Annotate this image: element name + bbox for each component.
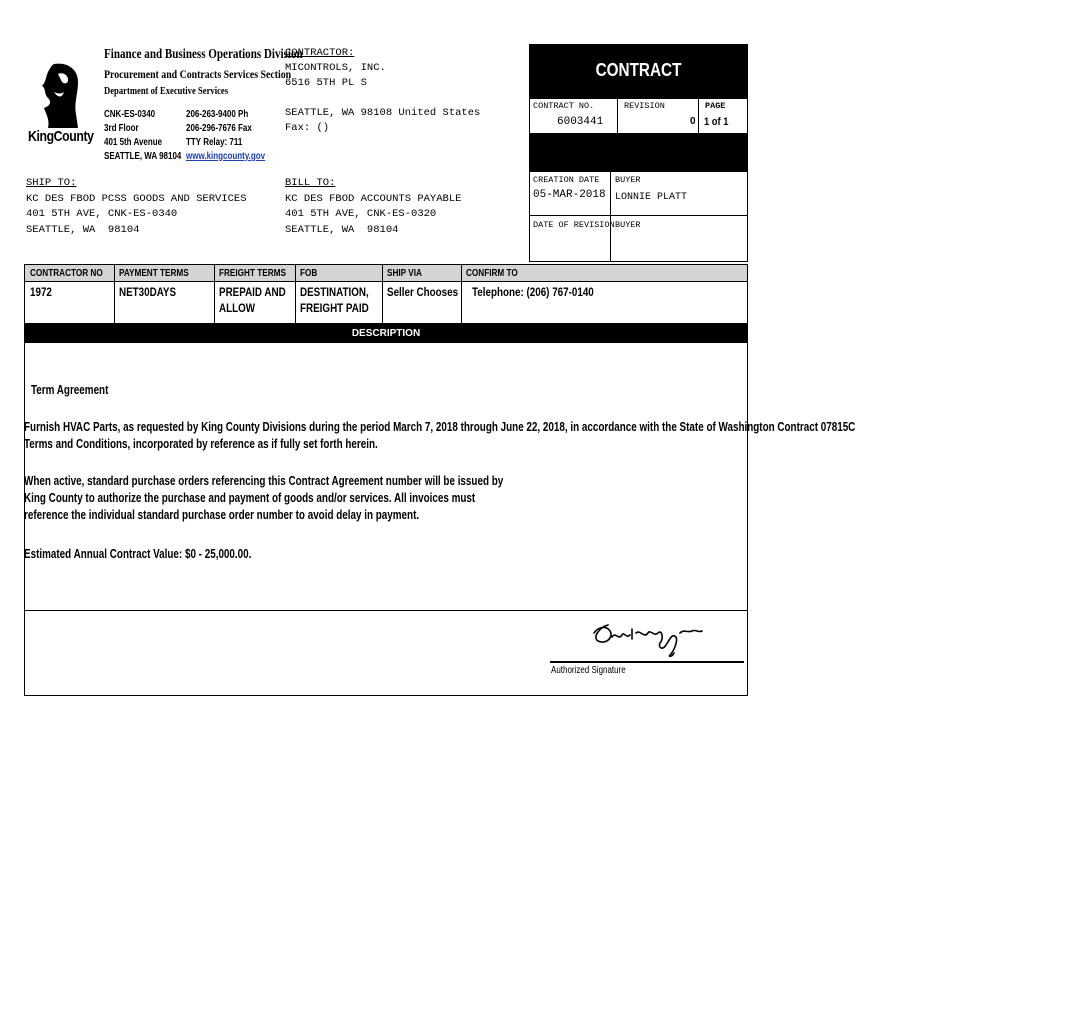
paragraph-line: King County to authorize the purchase and payment of goods and/or services. All invoices must [24, 491, 476, 505]
contractor-no-value: 1972 [30, 285, 52, 299]
contractor-block [285, 46, 480, 136]
divider [610, 171, 611, 262]
description-paragraph [24, 419, 1076, 453]
phone-number: 206-263-9400 Ph [186, 109, 249, 120]
divider [617, 98, 618, 133]
contract-no: 6003441 [557, 116, 604, 128]
divider [461, 265, 462, 323]
contract-black-band [530, 133, 747, 171]
page-label: PAGE [705, 101, 726, 111]
estimated-value: Estimated Annual Contract Value: $0 - 25,000.00. [24, 547, 252, 561]
contractor-city: SEATTLE, WA 98108 United States [285, 107, 481, 119]
paragraph-line: Terms and Conditions, incorporated by reference as if fully set forth herein. [24, 437, 378, 451]
ship-to-line: 401 5TH AVE, CNK-ES-0340 [26, 208, 178, 220]
paragraph-line: reference the individual standard purchase order number to avoid delay in payment. [24, 508, 420, 522]
divider [295, 265, 296, 323]
address-line: 3rd Floor [104, 123, 139, 134]
bill-to-label: BILL TO: [285, 177, 336, 189]
king-county-logo-icon [40, 62, 80, 128]
description-title: DESCRIPTION [351, 328, 421, 339]
divider [382, 265, 383, 323]
contract-title: CONTRACT [595, 60, 682, 80]
contractor-street: 6516 5TH PL S [285, 77, 367, 89]
tty-relay: TTY Relay: 711 [186, 137, 243, 148]
date-of-revision-label: DATE OF REVISION [533, 220, 615, 230]
address-line: SEATTLE, WA 98104 [104, 151, 182, 162]
divider [530, 98, 747, 99]
page-count: 1 of 1 [704, 116, 729, 128]
bill-to-line: KC DES FBOD ACCOUNTS PAYABLE [285, 192, 462, 205]
king-county-logo [40, 62, 80, 128]
paragraph-line: When active, standard purchase orders referencing this Contract Agreement number will be issued by [24, 474, 504, 488]
buyer-label: BUYER [615, 175, 641, 185]
signature-icon [588, 615, 708, 661]
fob-value: DESTINATION, FREIGHT PAID [300, 285, 369, 315]
ship-to-line: SEATTLE, WA 98104 [26, 223, 140, 236]
divider [114, 265, 115, 323]
column-header: PAYMENT TERMS [119, 268, 189, 279]
ship-via-value: Seller Chooses [387, 285, 459, 299]
county-name: KingCounty [28, 128, 94, 145]
divider [25, 610, 747, 611]
fax-number: 206-296-7676 Fax [186, 123, 252, 134]
divider [530, 171, 747, 172]
section-title: Procurement and Contracts Services Section [104, 67, 292, 81]
description-paragraph [24, 473, 631, 524]
office-contact [186, 108, 285, 164]
buyer-label: BUYER [615, 220, 641, 230]
bill-to-block [285, 176, 461, 238]
department-title: Department of Executive Services [104, 86, 229, 97]
address-line: 401 5th Avenue [104, 137, 163, 148]
signature-line [550, 661, 744, 663]
website-link[interactable]: www.kingcounty.gov [186, 151, 266, 162]
ship-to-block [26, 176, 247, 238]
division-title: Finance and Business Operations Division [104, 46, 303, 61]
column-header: SHIP VIA [387, 268, 422, 279]
signature [588, 615, 708, 661]
payment-terms-value: NET30DAYS [119, 285, 177, 299]
contract-no-label: CONTRACT NO. [533, 101, 595, 111]
signature-label: Authorized Signature [551, 665, 626, 676]
divider [530, 215, 747, 216]
bill-to-line: 401 5TH AVE, CNK-ES-0320 [285, 208, 437, 220]
revision-label: REVISION [624, 101, 665, 111]
contractor-fax: Fax: () [285, 122, 330, 134]
ship-to-label: SHIP TO: [26, 177, 77, 189]
column-header: CONTRACTOR NO [30, 268, 103, 279]
confirm-to-value: Telephone: (206) 767-0140 [472, 285, 594, 299]
ship-to-line: KC DES FBOD PCSS GOODS AND SERVICES [26, 192, 247, 205]
column-header: CONFIRM TO [466, 268, 518, 279]
revision-value: 0 [690, 116, 696, 127]
buyer-name: LONNIE PLATT [615, 192, 688, 203]
term-agreement: Term Agreement [31, 383, 109, 397]
contractor-label: CONTRACTOR: [285, 47, 355, 59]
paragraph-line: Furnish HVAC Parts, as requested by King County Divisions during the period March 7, 2018 through June 22, 2018, in accordance with the State of Washington Contract 07815C [24, 420, 856, 434]
bill-to-line: SEATTLE, WA 98104 [285, 223, 399, 236]
column-header: FREIGHT TERMS [219, 268, 286, 279]
address-line: CNK-ES-0340 [104, 109, 156, 120]
divider [214, 265, 215, 323]
creation-date-label: CREATION DATE [533, 175, 600, 185]
creation-date: 05-MAR-2018 [533, 189, 606, 201]
divider [698, 98, 699, 133]
contractor-name: MICONTROLS, INC. [285, 62, 386, 74]
column-header: FOB [300, 268, 318, 279]
freight-terms-value: PREPAID AND ALLOW [219, 285, 286, 315]
